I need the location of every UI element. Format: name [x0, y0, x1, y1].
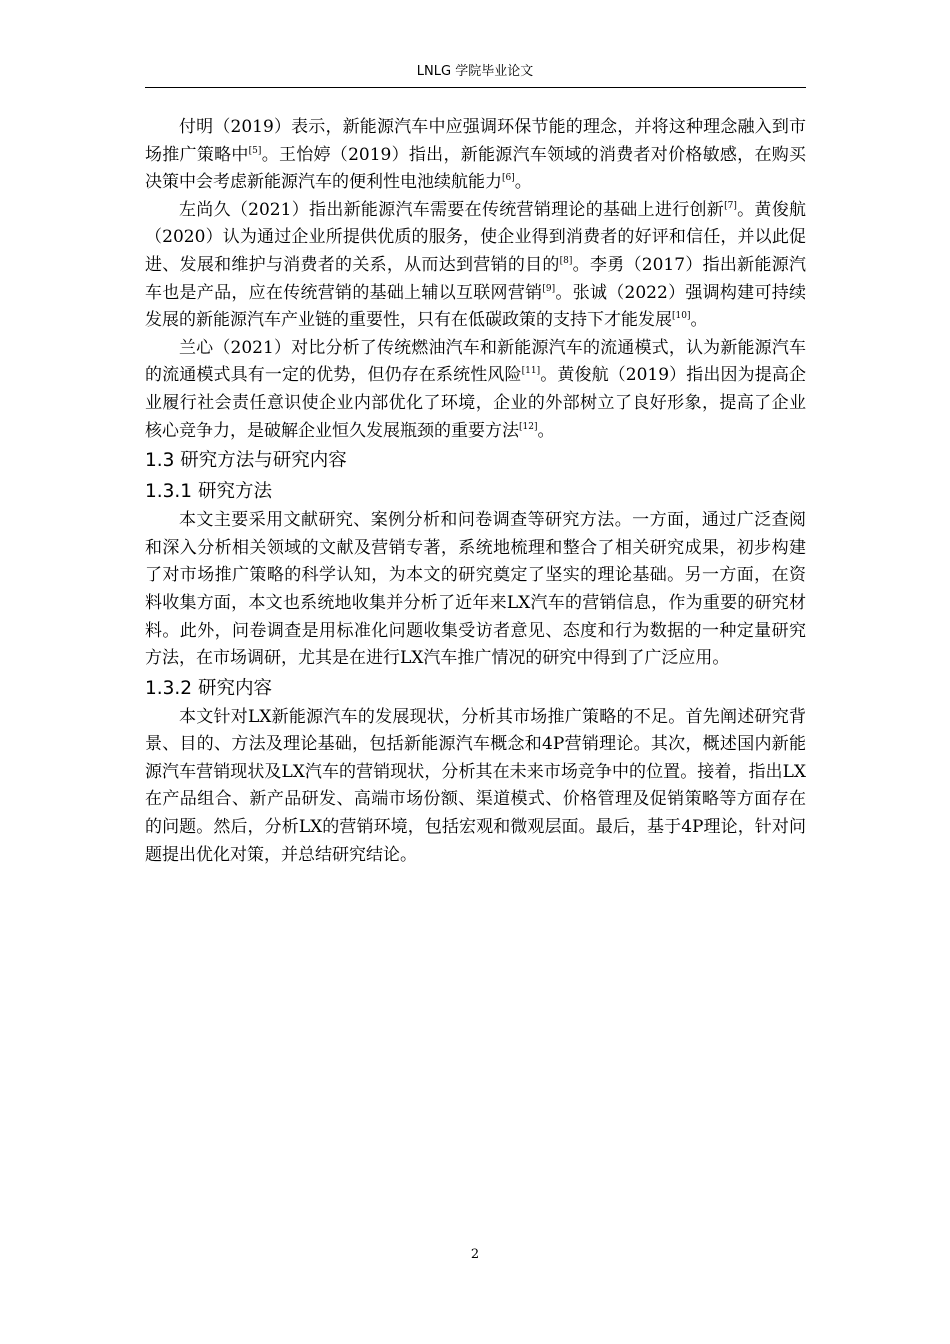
citation: [6] — [502, 173, 515, 184]
citation: [8] — [559, 255, 573, 266]
page-header: LNLG 学院毕业论文 — [416, 64, 534, 79]
header-rule — [145, 87, 806, 88]
page-number: 2 — [470, 1247, 480, 1262]
citation: [11] — [521, 366, 541, 377]
citation: [5] — [248, 145, 262, 156]
section-heading-1-3: 1.3 研究方法与研究内容 — [145, 450, 347, 472]
citation: [10] — [672, 311, 691, 322]
document-body — [145, 114, 806, 869]
paragraph-research-content: 本文针对LX新能源汽车的发展现状，分析其市场推广策略的不足。首先阐述研究背景、目的、方法及理论基础，包括新能源汽车概念和4P营销理论。其次，概述国内新能源汽车营销现状及LX汽车的营销现状，分析其在未来市场竞争中的位置。接着，指出LX在产品组合、新产品研发、高端市场份额、渠道模式、价格管理及促销策略等方面存在的问题。然后，分析LX的营销环境，包括宏观和微观层面。最后，基于4P理论，针对问题提出优化对策，并总结研究结论。 — [145, 706, 806, 865]
citation: [7] — [724, 200, 737, 211]
paragraph-literature-3: 兰心（2021）对比分析了传统燃油汽车和新能源汽车的流通模式，认为新能源汽车的流通模式具有一定的优势，但仍存在系统性风险[11]。黄俊航（2019）指出因为提高企业履行社会责任意识使企业内部优化了环境，企业的外部树立了良好形象，提高了企业核心竞争力，是破解企业恒久发展瓶颈的重要方法[12]。 — [145, 337, 807, 441]
section-heading-1-3-1: 1.3.1 研究方法 — [145, 481, 272, 503]
paragraph-literature-2: 左尚久（2021）指出新能源汽车需要在传统营销理论的基础上进行创新[7]。黄俊航（2020）认为通过企业所提供优质的服务，使企业得到消费者的好评和信任，并以此促进、发展和维护与消费者的关系，从而达到营销的目的[8]。李勇（2017）指出新能源汽车也是产品，应在传统营销的基础上辅以互联网营销[9]。张诚（2022）强调构建可持续发展的新能源汽车产业链的重要性，只有在低碳政策的支持下才能发展[10]。 — [145, 199, 807, 331]
citation: [12] — [519, 421, 538, 432]
paragraph-research-methods: 本文主要采用文献研究、案例分析和问卷调查等研究方法。一方面，通过广泛查阅和深入分析相关领域的文献及营销专著，系统地梳理和整合了相关研究成果，初步构建了对市场推广策略的科学认知，为本文的研究奠定了坚实的理论基础。另一方面，在资料收集方面，本文也系统地收集并分析了近年来LX汽车的营销信息，作为重要的研究材料。此外，问卷调查是用标准化问题收集受访者意见、态度和行为数据的一种定量研究方法，在市场调研，尤其是在进行LX汽车推广情况的研究中得到了广泛应用。 — [145, 510, 806, 669]
citation: [9] — [542, 283, 556, 294]
section-heading-1-3-2: 1.3.2 研究内容 — [145, 677, 272, 699]
paragraph-literature-1: 付明（2019）表示，新能源汽车中应强调环保节能的理念，并将这种理念融入到市场推广策略中[5]。王怡婷（2019）指出，新能源汽车领域的消费者对价格敏感，在购买决策中会考虑新能源汽车的便利性电池续航能力[6]。 — [145, 117, 807, 193]
